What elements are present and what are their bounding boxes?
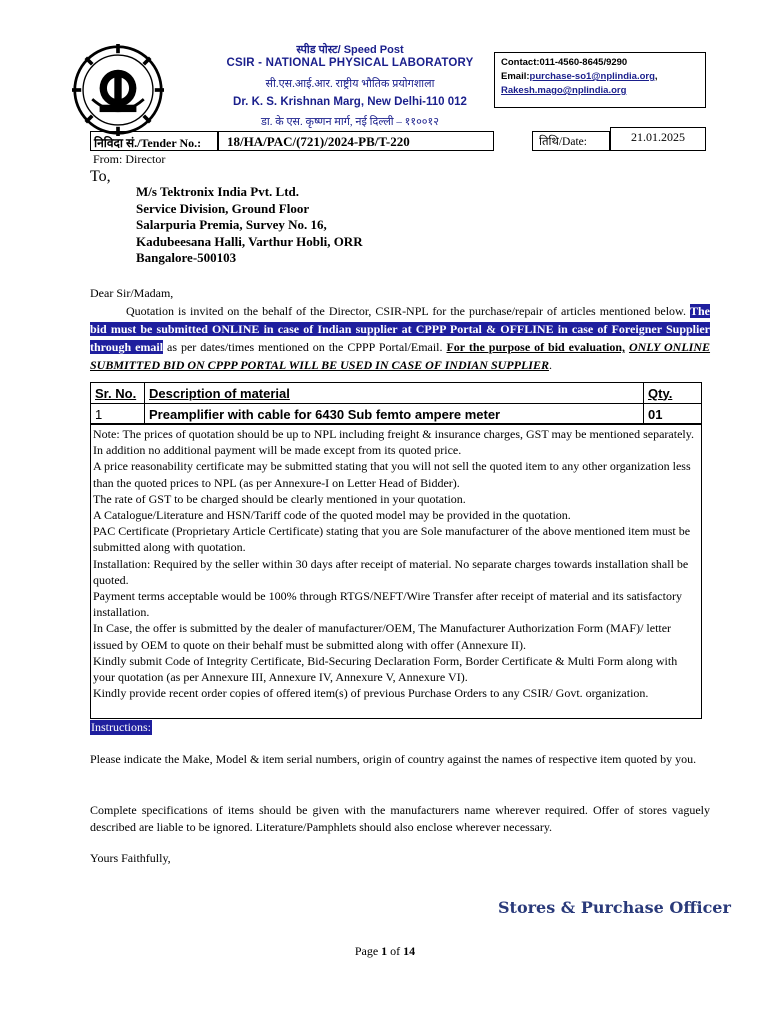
recipient-line: Kadubeesana Halli, Varthur Hobli, ORR <box>136 233 363 249</box>
page-number <box>0 944 770 959</box>
submission-text: as per dates/times mentioned on the CPPP Portal/Email. <box>163 340 447 354</box>
email-link-purchase[interactable]: purchase-so1@nplindia.org <box>529 71 655 82</box>
paragraph-end: . <box>548 358 552 372</box>
page-mid: of <box>387 944 404 958</box>
column-header-description: Description of material <box>145 383 644 404</box>
note-item: Installation: Required by the seller within 30 days after receipt of material. No separate charges towards installation shall be quoted. <box>93 556 689 587</box>
contact-phone: Contact:011-4560-8645/9290 <box>501 57 628 68</box>
email-label: Email: <box>501 71 530 82</box>
email-separator: , <box>654 71 658 82</box>
signature-title: Stores & Purchase Officer <box>498 898 731 917</box>
contact-email-line-2 <box>501 84 699 98</box>
page-current: 1 <box>381 944 388 958</box>
note-item: The rate of GST to be charged should be clearly mentioned in your quotation. <box>93 491 466 506</box>
cell-sr-no: 1 <box>91 404 145 425</box>
email-link-rakesh[interactable]: Rakesh.mago@nplindia.org <box>501 85 627 96</box>
page-total: 14 <box>403 944 416 958</box>
items-table <box>90 382 702 425</box>
tender-number: 18/HA/PAC/(721)/2024-PB/T-220 <box>218 131 494 151</box>
note-item: Kindly provide recent order copies of offered item(s) of previous Purchase Orders to any CSIR/ Govt. organization. <box>93 686 649 701</box>
recipient-address <box>136 184 363 267</box>
intro-paragraph <box>90 302 710 374</box>
instructions-heading: Instructions: <box>91 720 151 734</box>
salutation: Dear Sir/Madam, <box>90 286 174 300</box>
note-item: PAC Certificate (Proprietary Article Certificate) stating that you are Sole manufacturer of the above mentioned item must be submitted along with quotation. <box>93 524 691 555</box>
note-item: Kindly submit Code of Integrity Certificate, Bid-Securing Declaration Form, Border Certificate & Multi Form along with your quotation (as per Annexure III, Annexure IV, Annexure V, Annexure VI). <box>93 653 678 685</box>
bid-evaluation-text: For the purpose of bid evaluation, <box>446 340 626 354</box>
page-prefix: Page <box>354 944 382 958</box>
lab-name-hindi: सी.एस.आई.आर. राष्ट्रीय भौतिक प्रयोगशाला <box>265 78 435 90</box>
tender-date: 21.01.2025 <box>610 127 706 151</box>
note-item: In Case, the offer is submitted by the dealer of manufacturer/OEM, The Manufacturer Authorization Form (MAF)/ letter issued by OEM to quote on their behalf must be submitted along with offer (Annexure II). <box>93 621 672 652</box>
recipient-line: Salarpuria Premia, Survey No. 16, <box>136 217 327 232</box>
recipient-line: Service Division, Ground Floor <box>136 200 310 216</box>
lab-name-english: CSIR - NATIONAL PHYSICAL LABORATORY <box>226 57 474 69</box>
csir-npl-logo-icon <box>72 44 164 136</box>
date-label: तिथि/Date: <box>532 131 610 151</box>
from-line: From: Director <box>93 152 166 166</box>
address-english: Dr. K. S. Krishnan Marg, New Delhi-110 012 <box>233 96 467 108</box>
closing-line: Yours Faithfully, <box>90 851 171 865</box>
table-row <box>91 404 702 425</box>
table-header-row <box>91 383 702 404</box>
instruction-item: Complete specifications of items should be given with the manufacturers name wherever required. Offer of stores vaguely described are liable to be ignored. Literature/Pamphlets should also enclose wherever necessary. <box>90 803 710 834</box>
online-only-notice: ONLY ONLINE SUBMITTED BID ON CPPP PORTAL WILL BE USED IN CASE OF INDIAN SUPPLIER <box>90 340 711 372</box>
intro-text: Quotation is invited on the behalf of the Director, CSIR-NPL for the purchase/repair of articles mentioned below. <box>126 304 686 318</box>
tender-number-label: निविदा सं./Tender No.: <box>90 131 218 151</box>
to-line: To, <box>90 168 111 185</box>
speed-post-label: स्पीड पोस्ट/ Speed Post <box>296 44 404 56</box>
cell-description: Preamplifier with cable for 6430 Sub femto ampere meter <box>145 404 644 425</box>
recipient-line: M/s Tektronix India Pvt. Ltd. <box>136 184 300 199</box>
cell-qty: 01 <box>644 404 702 425</box>
note-item: A price reasonability certificate may be submitted stating that you will not sell the quoted item to any other organization less than the quoted prices to NPL (as per Annexure-I on Letter Head of Bidder). <box>93 459 691 490</box>
notes-box <box>90 423 702 719</box>
note-item: A Catalogue/Literature and HSN/Tariff code of the quoted model may be provided in the quotation. <box>93 508 571 523</box>
contact-email-line <box>501 70 699 84</box>
recipient-line: Bangalore-500103 <box>136 250 237 265</box>
column-header-qty: Qty. <box>644 383 702 404</box>
column-header-sr-no: Sr. No. <box>91 383 145 404</box>
instruction-item: Please indicate the Make, Model & item serial numbers, origin of country against the names of respective item quoted by you. <box>90 752 697 766</box>
submission-highlight: The bid must be submitted ONLINE in case of Indian supplier at CPPP Portal & OFFLINE in case of Foreigner Supplier through email <box>90 304 710 354</box>
address-hindi: डा. के एस. कृष्णन मार्ग, नई दिल्ली – ११००१२ <box>261 116 439 128</box>
contact-box <box>494 52 706 108</box>
note-item: Note: The prices of quotation should be up to NPL including freight & insurance charges, GST may be mentioned separately. In addition no additional payment will be made except from its quoted price. <box>93 427 694 458</box>
note-item: Payment terms acceptable would be 100% through RTGS/NEFT/Wire Transfer after receipt of material and its satisfactory installation. <box>93 589 682 620</box>
